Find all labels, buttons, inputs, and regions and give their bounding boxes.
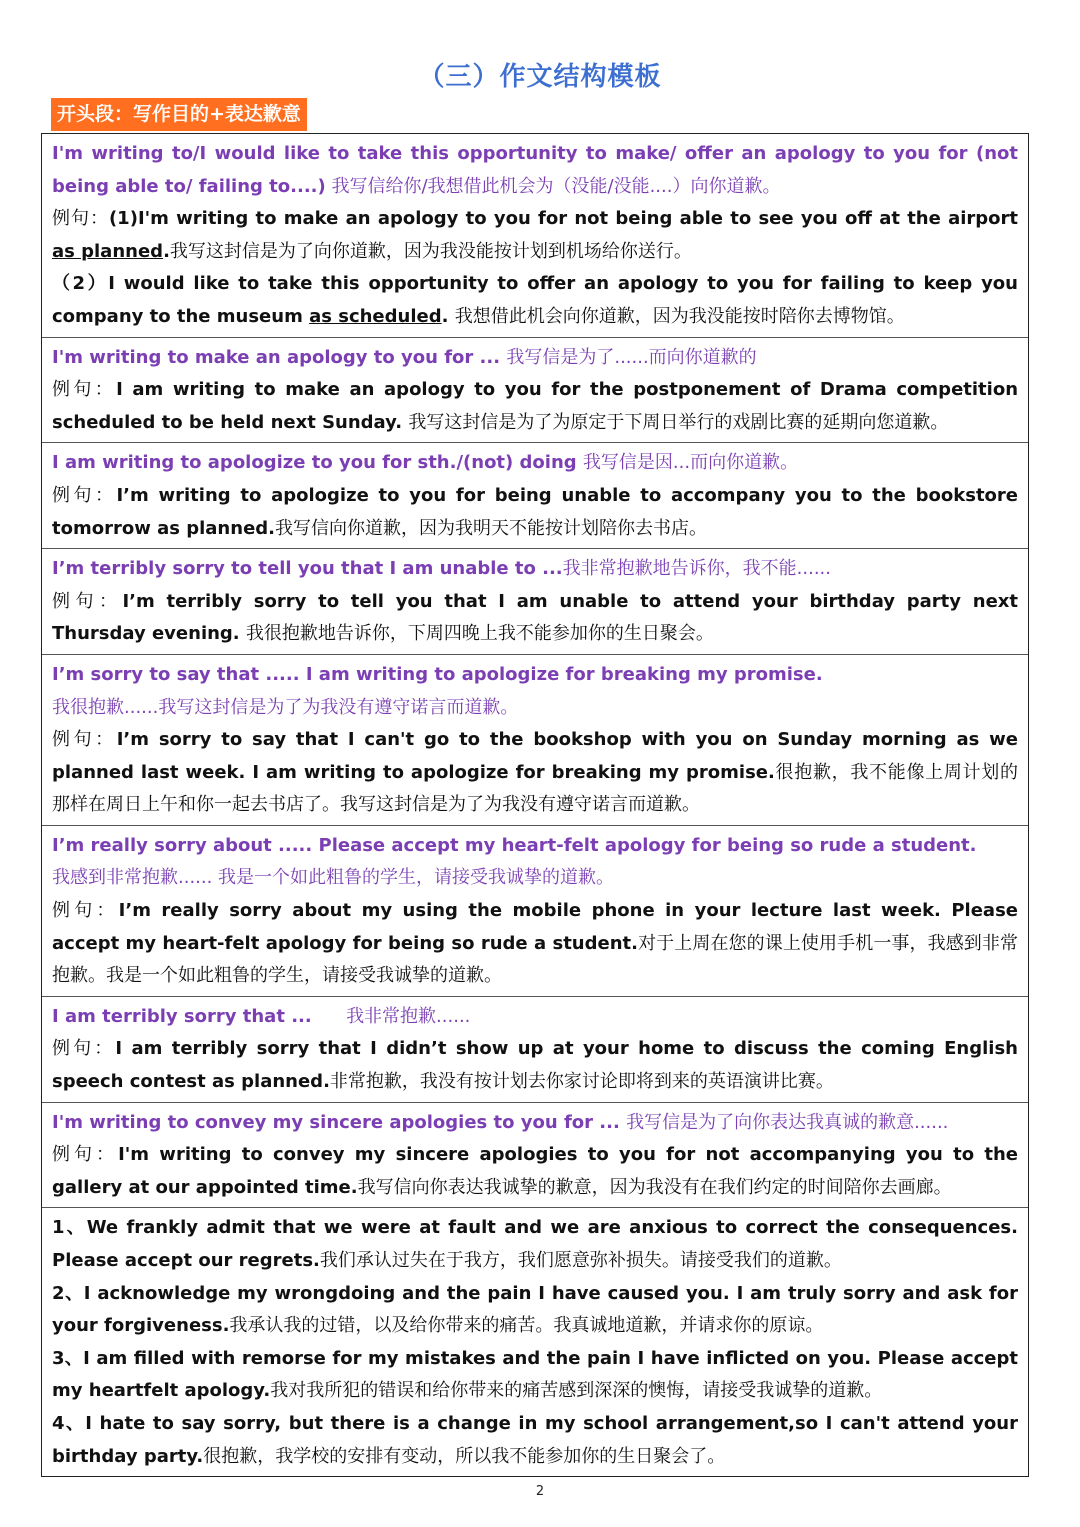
example-sentence: I’m really sorry about my using the mobile phone in your lecture last week. Please accept my heart-felt apology for being so rude a student. <box>52 900 1019 954</box>
list-item <box>52 1408 1018 1473</box>
template-phrase-cn: 我很抱歉......我写这封信是为了为我没有遵守诺言而道歉。 <box>52 696 519 718</box>
item-number: 3、 <box>52 1347 84 1369</box>
example-label: 例句： <box>52 484 117 506</box>
list-item <box>52 1343 1018 1408</box>
item-translation: 我们承认过失在于我方，我们愿意弥补损失。请接受我们的道歉。 <box>319 1250 842 1271</box>
example-label: 例句： <box>52 729 117 751</box>
template-phrase-cn: 我非常抱歉...... <box>346 1005 471 1027</box>
example-number: (1) <box>108 208 138 230</box>
item-sentence: I am filled with remorse for my mistakes and the pain I have inflicted on you. Please accept my heartfelt apology. <box>52 1347 1019 1402</box>
example-translation: 我想借此机会向你道歉，因为我没能按时陪你去博物馆。 <box>454 305 905 327</box>
example-punct: . <box>163 240 170 262</box>
example-label: 例句： <box>52 590 123 612</box>
template-phrase-cn: 我写信是为了......而向你道歉的 <box>506 346 757 368</box>
example-sentence: I am writing to make an apology to you for the postponement of Drama competition scheduled to be held next Sunday. <box>52 379 1019 433</box>
example-sentence: I am terribly sorry that I didn’t show up at your home to discuss the coming English speech contest as planned. <box>52 1038 1018 1093</box>
item-number: 2、 <box>52 1282 84 1304</box>
example-sentence: I’m terribly sorry to tell you that I am unable to attend your birthday party next Thursday evening. <box>52 590 1019 645</box>
example-label: 例句： <box>52 1038 116 1060</box>
example-number: （2） <box>52 273 109 295</box>
example-sentence: I'm writing to convey my sincere apologies to you for not accompanying you to the gallery at our appointed time. <box>52 1144 1019 1198</box>
section-label: 开头段：写作目的+表达歉意 <box>51 98 307 131</box>
page-title: （三）作文结构模板 <box>418 62 662 92</box>
template-phrase: I'm writing to/I would like to take this opportunity to make/ offer an apology to you for (not being able to/ failing to....) <box>52 143 1018 197</box>
list-item <box>52 1212 1018 1277</box>
template-table <box>41 133 1029 1477</box>
example-label: 例句： <box>52 1144 119 1166</box>
example-label: 例句： <box>52 900 119 922</box>
template-phrase: I'm writing to convey my sincere apologies to you for ... <box>52 1111 627 1133</box>
template-phrase: I'm writing to make an apology to you for ... <box>52 346 507 368</box>
template-phrase: I’m terribly sorry to tell you that I am unable to ... <box>52 558 563 580</box>
example-translation: 非常抱歉，我没有按计划去你家讨论即将到来的英语演讲比赛。 <box>329 1071 834 1093</box>
template-block <box>42 655 1028 826</box>
item-sentence: I acknowledge my wrongdoing and the pain I have caused you. I am truly sorry and ask for your forgiveness. <box>52 1282 1018 1337</box>
template-phrase-cn: 我写信是为了向你表达我真诚的歉意...... <box>626 1111 949 1133</box>
numbered-sentences <box>42 1208 1028 1476</box>
underlined-phrase: as scheduled <box>309 305 442 327</box>
example-translation: 我很抱歉地告诉你，下周四晚上我不能参加你的生日聚会。 <box>245 623 714 645</box>
list-item <box>52 1278 1018 1343</box>
item-translation: 很抱歉，我学校的安排有变动，所以我不能参加你的生日聚会了。 <box>203 1445 726 1467</box>
example-sentence: I’m sorry to say that I can't go to the bookshop with you on Sunday morning as we planned last week. I am writing to apologize for breaking my promise. <box>52 729 1019 783</box>
template-block <box>42 443 1028 549</box>
example-translation: 很抱歉，我不能像上周计划的那样在周日上午和你一起去书店了。我写这封信是为了为我没有遵守诺言而道歉。 <box>52 761 1018 816</box>
template-block <box>42 549 1028 655</box>
template-phrase-cn: 我写信给你/我想借此机会为（没能/没能....）向你道歉。 <box>325 175 781 197</box>
example-sentence: I’m writing to apologize to you for being unable to accompany you to the bookstore tomorrow as planned. <box>52 484 1018 539</box>
example-sentence: I would like to take this opportunity to offer an apology to you for failing to keep you company to the museum <box>52 273 1018 327</box>
template-block <box>42 997 1028 1103</box>
underlined-phrase: as planned <box>52 240 164 262</box>
template-phrase-cn: 我写信是因...而向你道歉。 <box>582 452 799 474</box>
example-label: 例句： <box>52 208 109 230</box>
template-phrase: I’m really sorry about ..... Please accept my heart-felt apology for being so rude a student. <box>52 834 977 856</box>
item-number: 1、 <box>52 1217 87 1239</box>
template-block <box>42 134 1028 338</box>
example-translation: 我写这封信是为了向你道歉，因为我没能按计划到机场给你送行。 <box>169 240 692 262</box>
item-number: 4、 <box>52 1412 86 1434</box>
template-phrase-cn: 我非常抱歉地告诉你，我不能...... <box>562 558 831 580</box>
template-block <box>42 826 1028 997</box>
example-translation: 我写信向你表达我诚挚的歉意，因为我没有在我们约定的时间陪你去画廊。 <box>357 1176 952 1198</box>
template-phrase: I’m sorry to say that ..... I am writing to apologize for breaking my promise. <box>52 663 823 685</box>
example-sentence: I'm writing to make an apology to you for not being able to see you off at the airport <box>137 208 1019 230</box>
example-punct: . <box>441 305 455 327</box>
template-block <box>42 1103 1028 1209</box>
example-label: 例句： <box>52 379 117 401</box>
item-translation: 我承认我的过错，以及给你带来的痛苦。我真诚地道歉，并请求你的原谅。 <box>229 1315 824 1337</box>
example-translation: 我写这封信是为了为原定于下周日举行的戏剧比赛的延期向您道歉。 <box>408 411 949 433</box>
template-phrase: I am writing to apologize to you for sth./(not) doing <box>52 452 583 474</box>
item-translation: 我对我所犯的错误和给你带来的痛苦感到深深的懊悔，请接受我诚挚的道歉。 <box>270 1380 883 1402</box>
example-translation: 我写信向你道歉，因为我明天不能按计划陪你去书店。 <box>275 517 707 539</box>
item-sentence: We frankly admit that we were at fault and we are anxious to correct the consequences. Please accept our regrets. <box>52 1217 1018 1271</box>
template-phrase-cn: 我感到非常抱歉...... 我是一个如此粗鲁的学生，请接受我诚挚的道歉。 <box>52 867 615 889</box>
template-block <box>42 338 1028 444</box>
template-phrase: I am terribly sorry that ... <box>52 1005 312 1027</box>
page-number: 2 <box>535 1484 545 1499</box>
example-translation: 对于上周在您的课上使用手机一事，我感到非常抱歉。我是一个如此粗鲁的学生，请接受我诚挚的道歉。 <box>52 932 1019 987</box>
item-sentence: I hate to say sorry, but there is a change in my school arrangement,so I can't attend your birthday party. <box>52 1412 1018 1467</box>
